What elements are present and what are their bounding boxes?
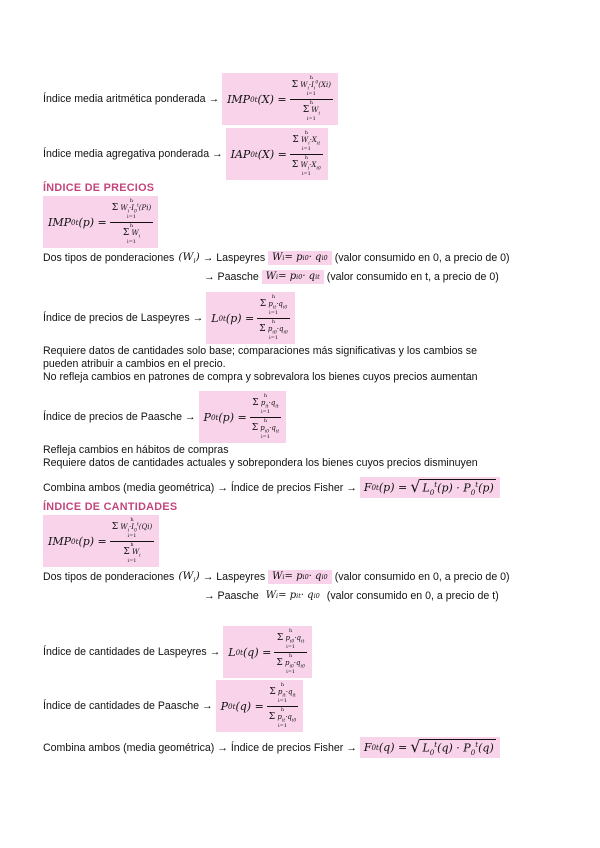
precios-paasche-formula: P 0 t (p) = h Σ $p_{it}\cdot q_{it}$ i=1 h Σ $p_{i0}\cdot q_{it}$ i=1 [199, 391, 287, 443]
cantidades-laspeyres-row [43, 626, 315, 678]
cantidades-laspeyres-weight: W i = p i0 · q i0 [268, 570, 332, 584]
precios-fisher-formula: F 0 t (p) = √ $L_0^t(p) \cdot P_0^t(p)$ [360, 477, 500, 498]
cantidades-ponderaciones-label: Dos tipos de ponderaciones [43, 571, 175, 584]
cantidades-fisher-label: Combina ambos (media geométrica) → Índice de precios Fisher → [43, 741, 357, 754]
precios-paasche-note: (valor consumido en t, a precio de 0) [326, 271, 499, 283]
precios-laspeyres-row [43, 292, 298, 344]
cantidades-paasche-weight-row [204, 589, 499, 603]
media-aritmetica-row [43, 73, 341, 125]
precios-laspeyres-text-1: Requiere datos de cantidades solo base; comparaciones más significativas y los cambios se [43, 345, 477, 357]
precios-laspeyres-note: (valor consumido en 0, a precio de 0) [334, 252, 510, 265]
precios-laspeyres-text-3: No refleja cambios en patrones de compra y sobrevalora los bienes cuyos precios aumentan [43, 371, 478, 383]
precios-laspeyres-label: Índice de precios de Laspeyres → [43, 312, 204, 325]
precios-paasche-label: Índice de precios de Paasche → [43, 411, 196, 424]
precios-wi-symbol: $(W_i)$ [178, 251, 200, 266]
media-aritmetica-formula: IMP 0 t (X) = h Σ $W_i\cdot I_i^0(Xi)$ i=1 h Σ $W_i$ i=1 [222, 73, 338, 125]
media-agregativa-formula: IAP 0 t (X) = h Σ $W_i\cdot X_{it}$ i=1 h Σ $W_i\cdot X_{i0}$ i=1 [226, 128, 328, 180]
cantidades-laspeyres-label: Índice de cantidades de Laspeyres → [43, 646, 221, 659]
precios-fisher-label: Combina ambos (media geométrica) → Índice de precios Fisher → [43, 481, 357, 494]
cantidades-arrow-paasche: → Paasche [204, 590, 259, 602]
cantidades-paasche-row [43, 680, 306, 732]
cantidades-wi-symbol: $(W_i)$ [178, 570, 200, 585]
precios-laspeyres-text-2: pueden atribuir a cambios en el precio. [43, 358, 226, 370]
cantidades-paasche-weight: W i = p it · q i0 [265, 590, 320, 601]
precios-paasche-text-2: Requiere datos de cantidades actuales y sobrepondera los bienes cuyos precios disminuyen [43, 457, 478, 469]
cantidades-arrow-laspeyres: → Laspeyres [202, 571, 266, 584]
cantidades-paasche-formula: P 0 t (q) = h Σ $p_{it}\cdot q_{it}$ i=1 h Σ $p_{it}\cdot q_{i0}$ i=1 [216, 680, 304, 732]
cantidades-fisher-formula: F 0 t (q) = √ $L_0^t(q) \cdot P_0^t(q)$ [360, 737, 500, 758]
precios-paasche-text-1: Refleja cambios en hábitos de compras [43, 444, 229, 456]
media-agregativa-label: Índice media agregativa ponderada → [43, 148, 223, 161]
cantidades-laspeyres-formula: L 0 t (q) = h Σ $p_{i0}\cdot q_{it}$ i=1 h Σ $p_{i0}\cdot q_{i0}$ i=1 [223, 626, 312, 678]
cantidades-imp-row [43, 515, 162, 567]
precios-laspeyres-weight: W i = p i0 · q i0 [268, 251, 332, 265]
media-aritmetica-label: Índice media aritmética ponderada → [43, 93, 220, 106]
precios-ponderaciones-row [43, 251, 510, 265]
precios-imp-formula: IMP 0 t (p) = h Σ $W_i\cdot I_0^t(Pi)$ i=1 h Σ $W_i$ i=1 [43, 196, 158, 248]
precios-laspeyres-formula: L 0 t (p) = h Σ $p_{it}\cdot q_{i0}$ i=1 h Σ $p_{i0}\cdot q_{i0}$ i=1 [206, 292, 295, 344]
cantidades-ponderaciones-row [43, 570, 510, 584]
precios-arrow-laspeyres: → Laspeyres [202, 252, 266, 265]
precios-paasche-row [43, 391, 289, 443]
precios-heading: ÍNDICE DE PRECIOS [43, 182, 155, 194]
precios-paasche-weight: W i = p i0 · q it [262, 270, 324, 284]
media-agregativa-row [43, 128, 331, 180]
cantidades-heading: ÍNDICE DE CANTIDADES [43, 501, 178, 513]
cantidades-paasche-label: Índice de cantidades de Paasche → [43, 700, 213, 713]
cantidades-fisher-row [43, 737, 503, 758]
precios-arrow-paasche: → Paasche [204, 271, 259, 283]
cantidades-paasche-note: (valor consumido en 0, a precio de t) [326, 590, 499, 602]
precios-paasche-weight-row [204, 270, 499, 284]
cantidades-imp-formula: IMP 0 t (p) = h Σ $W_i\cdot I_0^t(Qi)$ i=1 h Σ $W_i$ i=1 [43, 515, 159, 567]
cantidades-laspeyres-note: (valor consumido en 0, a precio de 0) [334, 571, 510, 584]
precios-ponderaciones-label: Dos tipos de ponderaciones [43, 252, 175, 265]
precios-fisher-row [43, 477, 503, 498]
precios-imp-row [43, 196, 161, 248]
precios-paasche-notes [43, 444, 513, 470]
precios-laspeyres-notes [43, 345, 513, 384]
